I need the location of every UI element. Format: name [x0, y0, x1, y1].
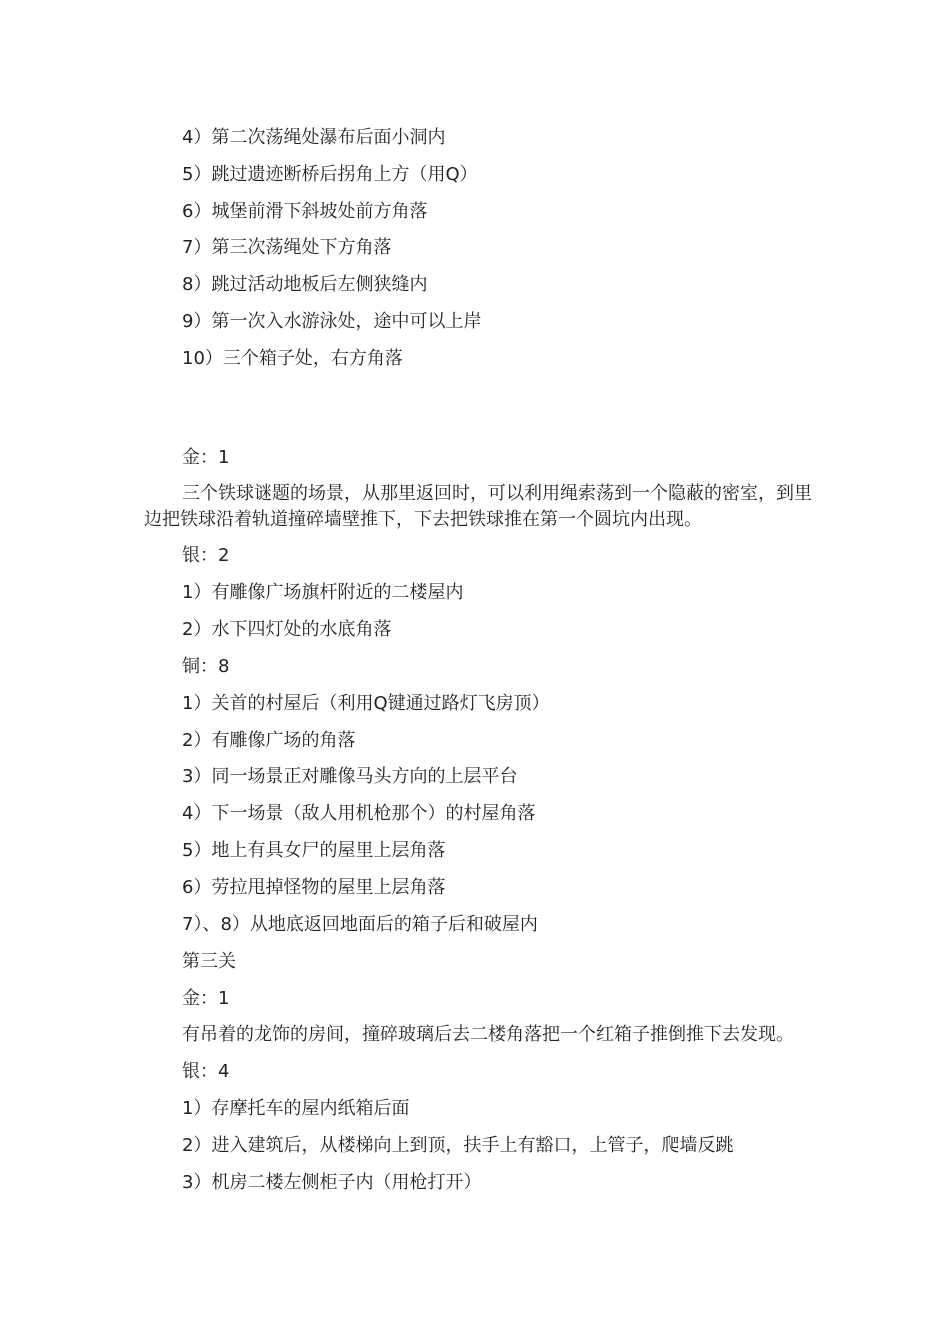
text-line: 6）城堡前滑下斜坡处前方角落 — [182, 201, 428, 222]
text-line: 4）第二次荡绳处瀑布后面小洞内 — [182, 127, 446, 148]
text-line: 3）机房二楼左侧柜子内（用枪打开） — [182, 1172, 482, 1193]
text-line: 1）关首的村屋后（利用Q键通过路灯飞房顶） — [182, 693, 550, 714]
text-line: 5）地上有具女尸的屋里上层角落 — [182, 840, 446, 861]
text-line: 2）有雕像广场的角落 — [182, 730, 356, 751]
text-line: 5）跳过遗迹断桥后拐角上方（用Q） — [182, 164, 478, 185]
text-line: 10）三个箱子处，右方角落 — [182, 348, 403, 369]
section-heading: 金：1 — [182, 988, 230, 1009]
text-line: 9）第一次入水游泳处，途中可以上岸 — [182, 311, 482, 332]
text-line: 3）同一场景正对雕像马头方向的上层平台 — [182, 766, 518, 787]
text-line: 1）有雕像广场旗杆附近的二楼屋内 — [182, 582, 464, 603]
paragraph: 三个铁球谜题的场景，从那里返回时，可以利用绳索荡到一个隐蔽的密室，到里边把铁球沿着轨道撞碎墙壁推下，下去把铁球推在第一个圆坑内出现。 — [144, 483, 812, 530]
section-heading: 银：4 — [182, 1061, 230, 1082]
text-line: 有吊着的龙饰的房间，撞碎玻璃后去二楼角落把一个红箱子推倒推下去发现。 — [182, 1024, 794, 1045]
text-line: 8）跳过活动地板后左侧狭缝内 — [182, 274, 428, 295]
section-heading: 铜：8 — [182, 656, 230, 677]
text-line: 4）下一场景（敌人用机枪那个）的村屋角落 — [182, 803, 536, 824]
text-line: 7）、8）从地底返回地面后的箱子后和破屋内 — [182, 914, 538, 935]
text-line: 2）水下四灯处的水底角落 — [182, 619, 392, 640]
text-line: 2）进入建筑后，从楼梯向上到顶，扶手上有豁口，上管子，爬墙反跳 — [182, 1135, 734, 1156]
section-heading: 银：2 — [182, 545, 230, 566]
text-line: 7）第三次荡绳处下方角落 — [182, 237, 392, 258]
chapter-heading: 第三关 — [182, 951, 236, 972]
section-heading: 金：1 — [182, 447, 230, 468]
text-line: 1）存摩托车的屋内纸箱后面 — [182, 1098, 410, 1119]
text-line: 6）劳拉甩掉怪物的屋里上层角落 — [182, 877, 446, 898]
